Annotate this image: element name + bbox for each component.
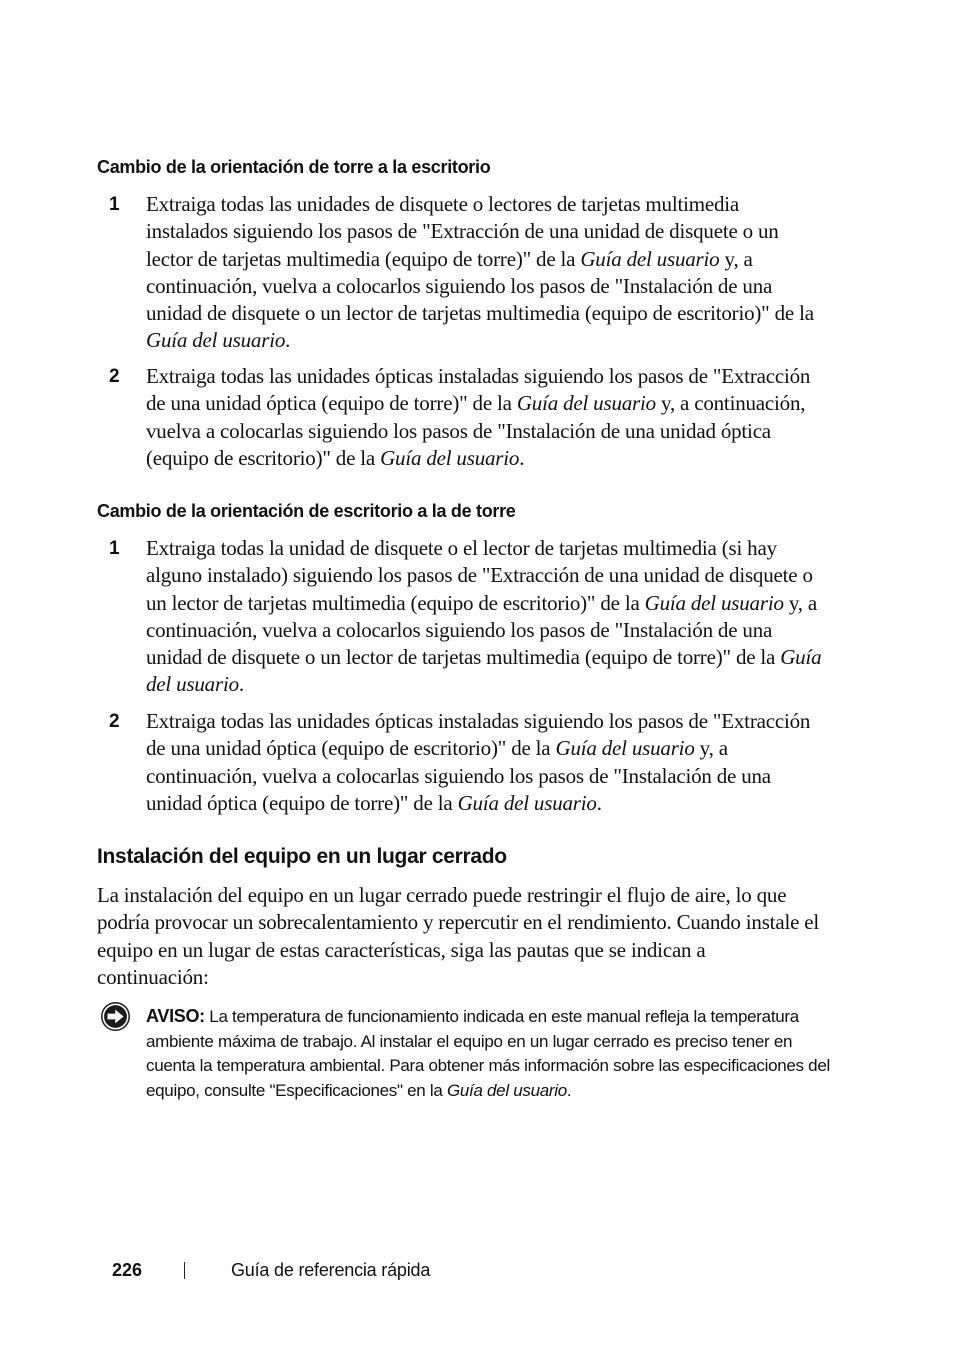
step-text-part: y, a continuación, vuelva a colocarlas siguiendo los pasos de "Instalación de una unidad óptica (equipo de torre)" de la bbox=[146, 736, 771, 815]
page-number: 226 bbox=[112, 1260, 143, 1280]
body-paragraph: La instalación del equipo en un lugar cerrado puede restringir el flujo de aire, lo que podría provocar un sobrecalentamiento y repercutir en el rendimiento. Cuando instale el equipo en un lugar de estas características, siga las pautas que se indican a continuación: bbox=[97, 883, 819, 989]
guide-reference: Guía del usuario bbox=[644, 590, 784, 615]
step-text-part: y, a continuación, vuelva a colocarlos siguiendo los pasos de "Instalación de una unidad de disquete o un lector de tarjetas multimedia (equipo de escritorio)" de la bbox=[146, 246, 814, 326]
footer-divider bbox=[184, 1262, 185, 1279]
footer-title: Guía de referencia rápida bbox=[231, 1260, 431, 1280]
notice-label: AVISO: bbox=[146, 1006, 205, 1026]
step-text bbox=[146, 363, 822, 472]
step-number: 2 bbox=[109, 366, 120, 387]
step-number: 1 bbox=[109, 194, 120, 215]
section-heading-desktop-to-tower: Cambio de la orientación de escritorio a la de torre bbox=[97, 501, 516, 521]
guide-reference: Guía del usuario bbox=[146, 328, 286, 353]
guide-reference: Guía del usuario bbox=[457, 790, 597, 815]
notice-body-end: . bbox=[566, 1080, 572, 1100]
step-text-part: Extraiga todas la unidad de disquete o el lector de tarjetas multimedia (si hay alguno instalado) siguiendo los pasos de "Extracción de una unidad de disquete o un lector de tarjetas multimedia (equipo de escritorio)" de la bbox=[146, 536, 813, 615]
step-text-part: y, a continuación, vuelva a colocarlas siguiendo los pasos de "Instalación de una unidad óptica (equipo de escritorio)" de la bbox=[146, 391, 806, 470]
step-text-part: Extraiga todas las unidades ópticas instaladas siguiendo los pasos de "Extracción de una unidad óptica (equipo de escritorio)" de la bbox=[146, 709, 811, 761]
guide-reference: Guía del usuario bbox=[446, 1080, 567, 1100]
guide-reference: Guía del usuario bbox=[555, 736, 695, 761]
step-text-part: . bbox=[238, 672, 244, 697]
notice-body: La temperatura de funcionamiento indicada en este manual refleja la temperatura ambiente máxima de trabajo. Al instalar el equipo en un lugar cerrado es preciso tener en cuenta la temperatura ambiental. Para obtener más información sobre las especificaciones del equipo, consulte "Especificaciones" en la bbox=[146, 1007, 830, 1100]
notice-box bbox=[100, 1000, 830, 1140]
step-text bbox=[146, 191, 822, 355]
section-heading-enclosure: Instalación del equipo en un lugar cerrado bbox=[97, 845, 507, 868]
step-text-part: Extraiga todas las unidades de disquete o lectores de tarjetas multimedia instalados siguiendo los pasos de "Extracción de una unidad de disquete o un lector de tarjetas multimedia (equipo de torre)" de la bbox=[146, 192, 779, 271]
step-text-part: . bbox=[519, 445, 525, 470]
step-text bbox=[146, 708, 822, 817]
step-text-part: Extraiga todas las unidades ópticas instaladas siguiendo los pasos de "Extracción de una unidad óptica (equipo de torre)" de la bbox=[146, 364, 811, 416]
guide-reference: Guía del usuario bbox=[146, 645, 822, 697]
notice-text bbox=[146, 1004, 832, 1103]
step-text-part: . bbox=[285, 328, 291, 353]
guide-reference: Guía del usuario bbox=[580, 246, 720, 271]
section-heading-tower-to-desktop: Cambio de la orientación de torre a la escritorio bbox=[97, 157, 491, 177]
step-text bbox=[146, 535, 822, 699]
step-number: 1 bbox=[109, 538, 120, 559]
guide-reference: Guía del usuario bbox=[380, 445, 520, 470]
notice-arrow-icon bbox=[100, 1001, 131, 1032]
step-text-part: . bbox=[596, 790, 602, 815]
guide-reference: Guía del usuario bbox=[516, 391, 656, 416]
step-number: 2 bbox=[109, 711, 120, 732]
step-text-part: y, a continuación, vuelva a colocarlos siguiendo los pasos de "Instalación de una unidad de disquete o un lector de tarjetas multimedia (equipo de torre)" de la bbox=[146, 590, 817, 670]
